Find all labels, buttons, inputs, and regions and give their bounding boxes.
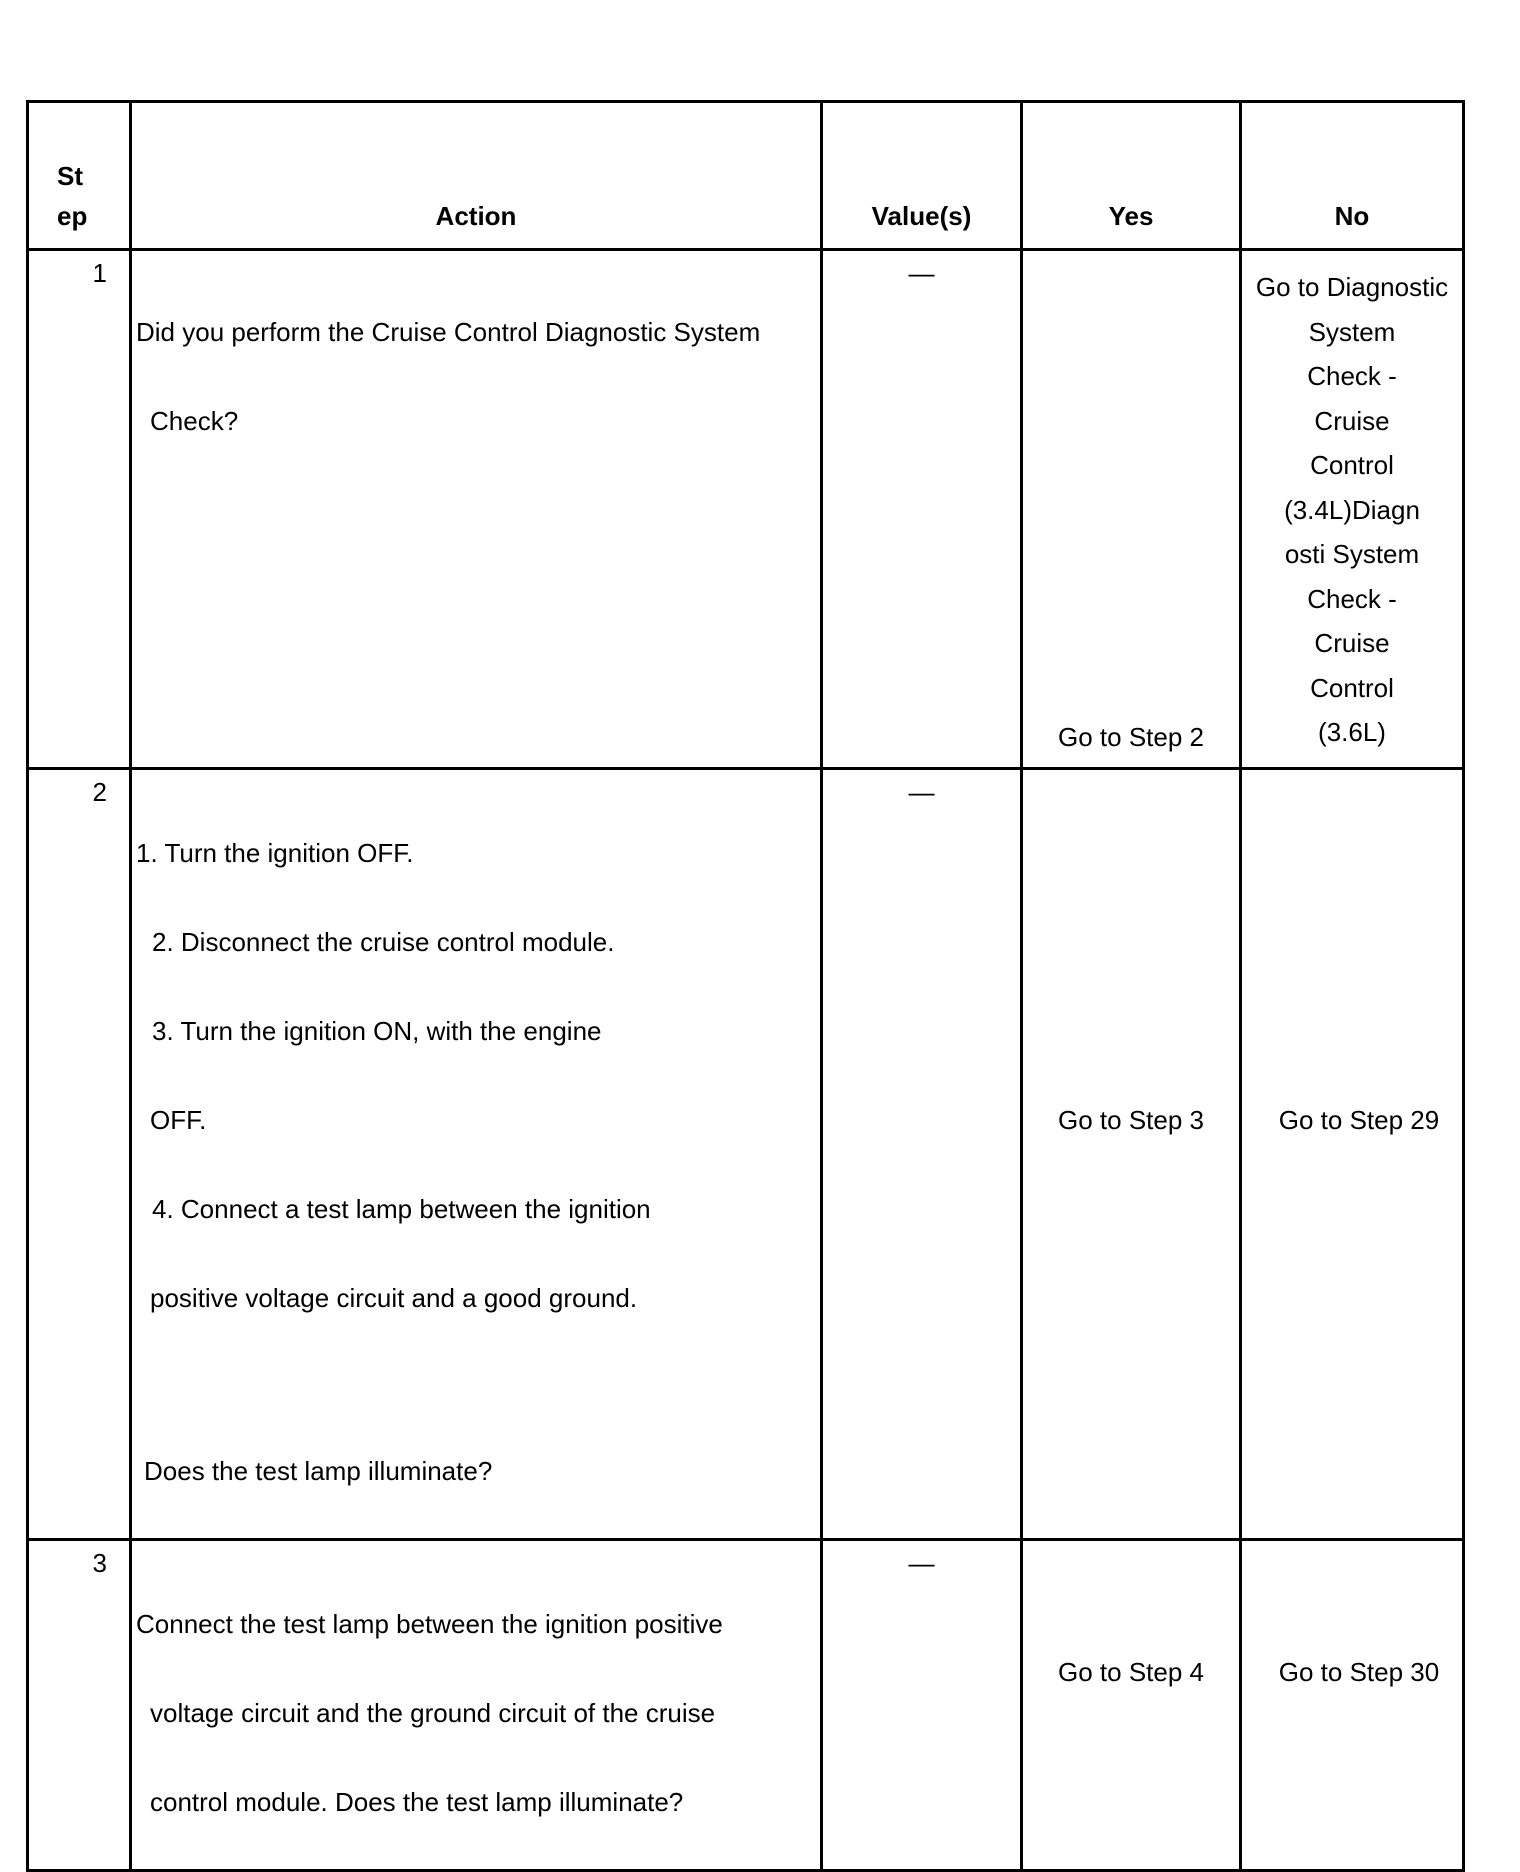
action-line: OFF. (150, 1104, 207, 1135)
yes-cell (1022, 769, 1241, 1540)
header-yes: Yes (1022, 102, 1241, 250)
value-cell: — (822, 250, 1022, 769)
step-number: 1 (28, 250, 131, 769)
yes-cell (1022, 250, 1241, 769)
action-line: 2. Disconnect the cruise control module. (152, 926, 615, 957)
action-line: voltage circuit and the ground circuit of the cruise (150, 1697, 716, 1728)
action-line: control module. Does the test lamp illuminate? (150, 1786, 684, 1817)
no-text-stack: Go to Diagnostic System Check - Cruise Control (3.4L)Diagn osti System Check - Cruise Control (3.6L) (1255, 272, 1449, 747)
no-link-text: Go to Step 30 (1278, 1656, 1440, 1687)
action-line: Check? (150, 405, 239, 436)
yes-link-text: Go to Step 2 (1058, 721, 1204, 752)
action-line: Does the test lamp illuminate? (144, 1456, 493, 1486)
header-step (28, 102, 131, 250)
header-value: Value(s) (822, 102, 1022, 250)
table-row (28, 250, 1464, 769)
header-step-line1: St (57, 161, 83, 191)
yes-link-text: Go to Step 4 (1058, 1656, 1204, 1687)
yes-cell (1022, 1540, 1241, 1871)
action-cell (131, 769, 822, 1540)
action-line: 1. Turn the ignition OFF. (136, 837, 414, 868)
yes-link-text: Go to Step 3 (1058, 1104, 1204, 1135)
action-line: 4. Connect a test lamp between the ignition (152, 1193, 651, 1224)
table-row (28, 769, 1464, 1540)
no-cell (1241, 250, 1464, 769)
no-link-text: Go to Step 29 (1278, 1104, 1440, 1135)
action-line: 3. Turn the ignition ON, with the engine (152, 1015, 602, 1046)
action-line: Did you perform the Cruise Control Diagnostic System (136, 316, 761, 347)
value-cell: — (822, 769, 1022, 1540)
value-cell: — (822, 1540, 1022, 1871)
header-no: No (1241, 102, 1464, 250)
action-cell (131, 1540, 822, 1871)
table-row (28, 1540, 1464, 1871)
no-cell (1241, 769, 1464, 1540)
step-number: 2 (28, 769, 131, 1540)
action-line: Connect the test lamp between the ignition positive (136, 1608, 723, 1639)
action-cell (131, 250, 822, 769)
no-cell (1241, 1540, 1464, 1871)
table-header-row (28, 102, 1464, 250)
header-action: Action (131, 102, 822, 250)
step-number: 3 (28, 1540, 131, 1871)
diagnostic-table (26, 100, 1465, 1872)
action-spacer (136, 1365, 816, 1405)
header-step-line2: ep (57, 201, 88, 231)
action-line: positive voltage circuit and a good ground. (150, 1282, 638, 1313)
